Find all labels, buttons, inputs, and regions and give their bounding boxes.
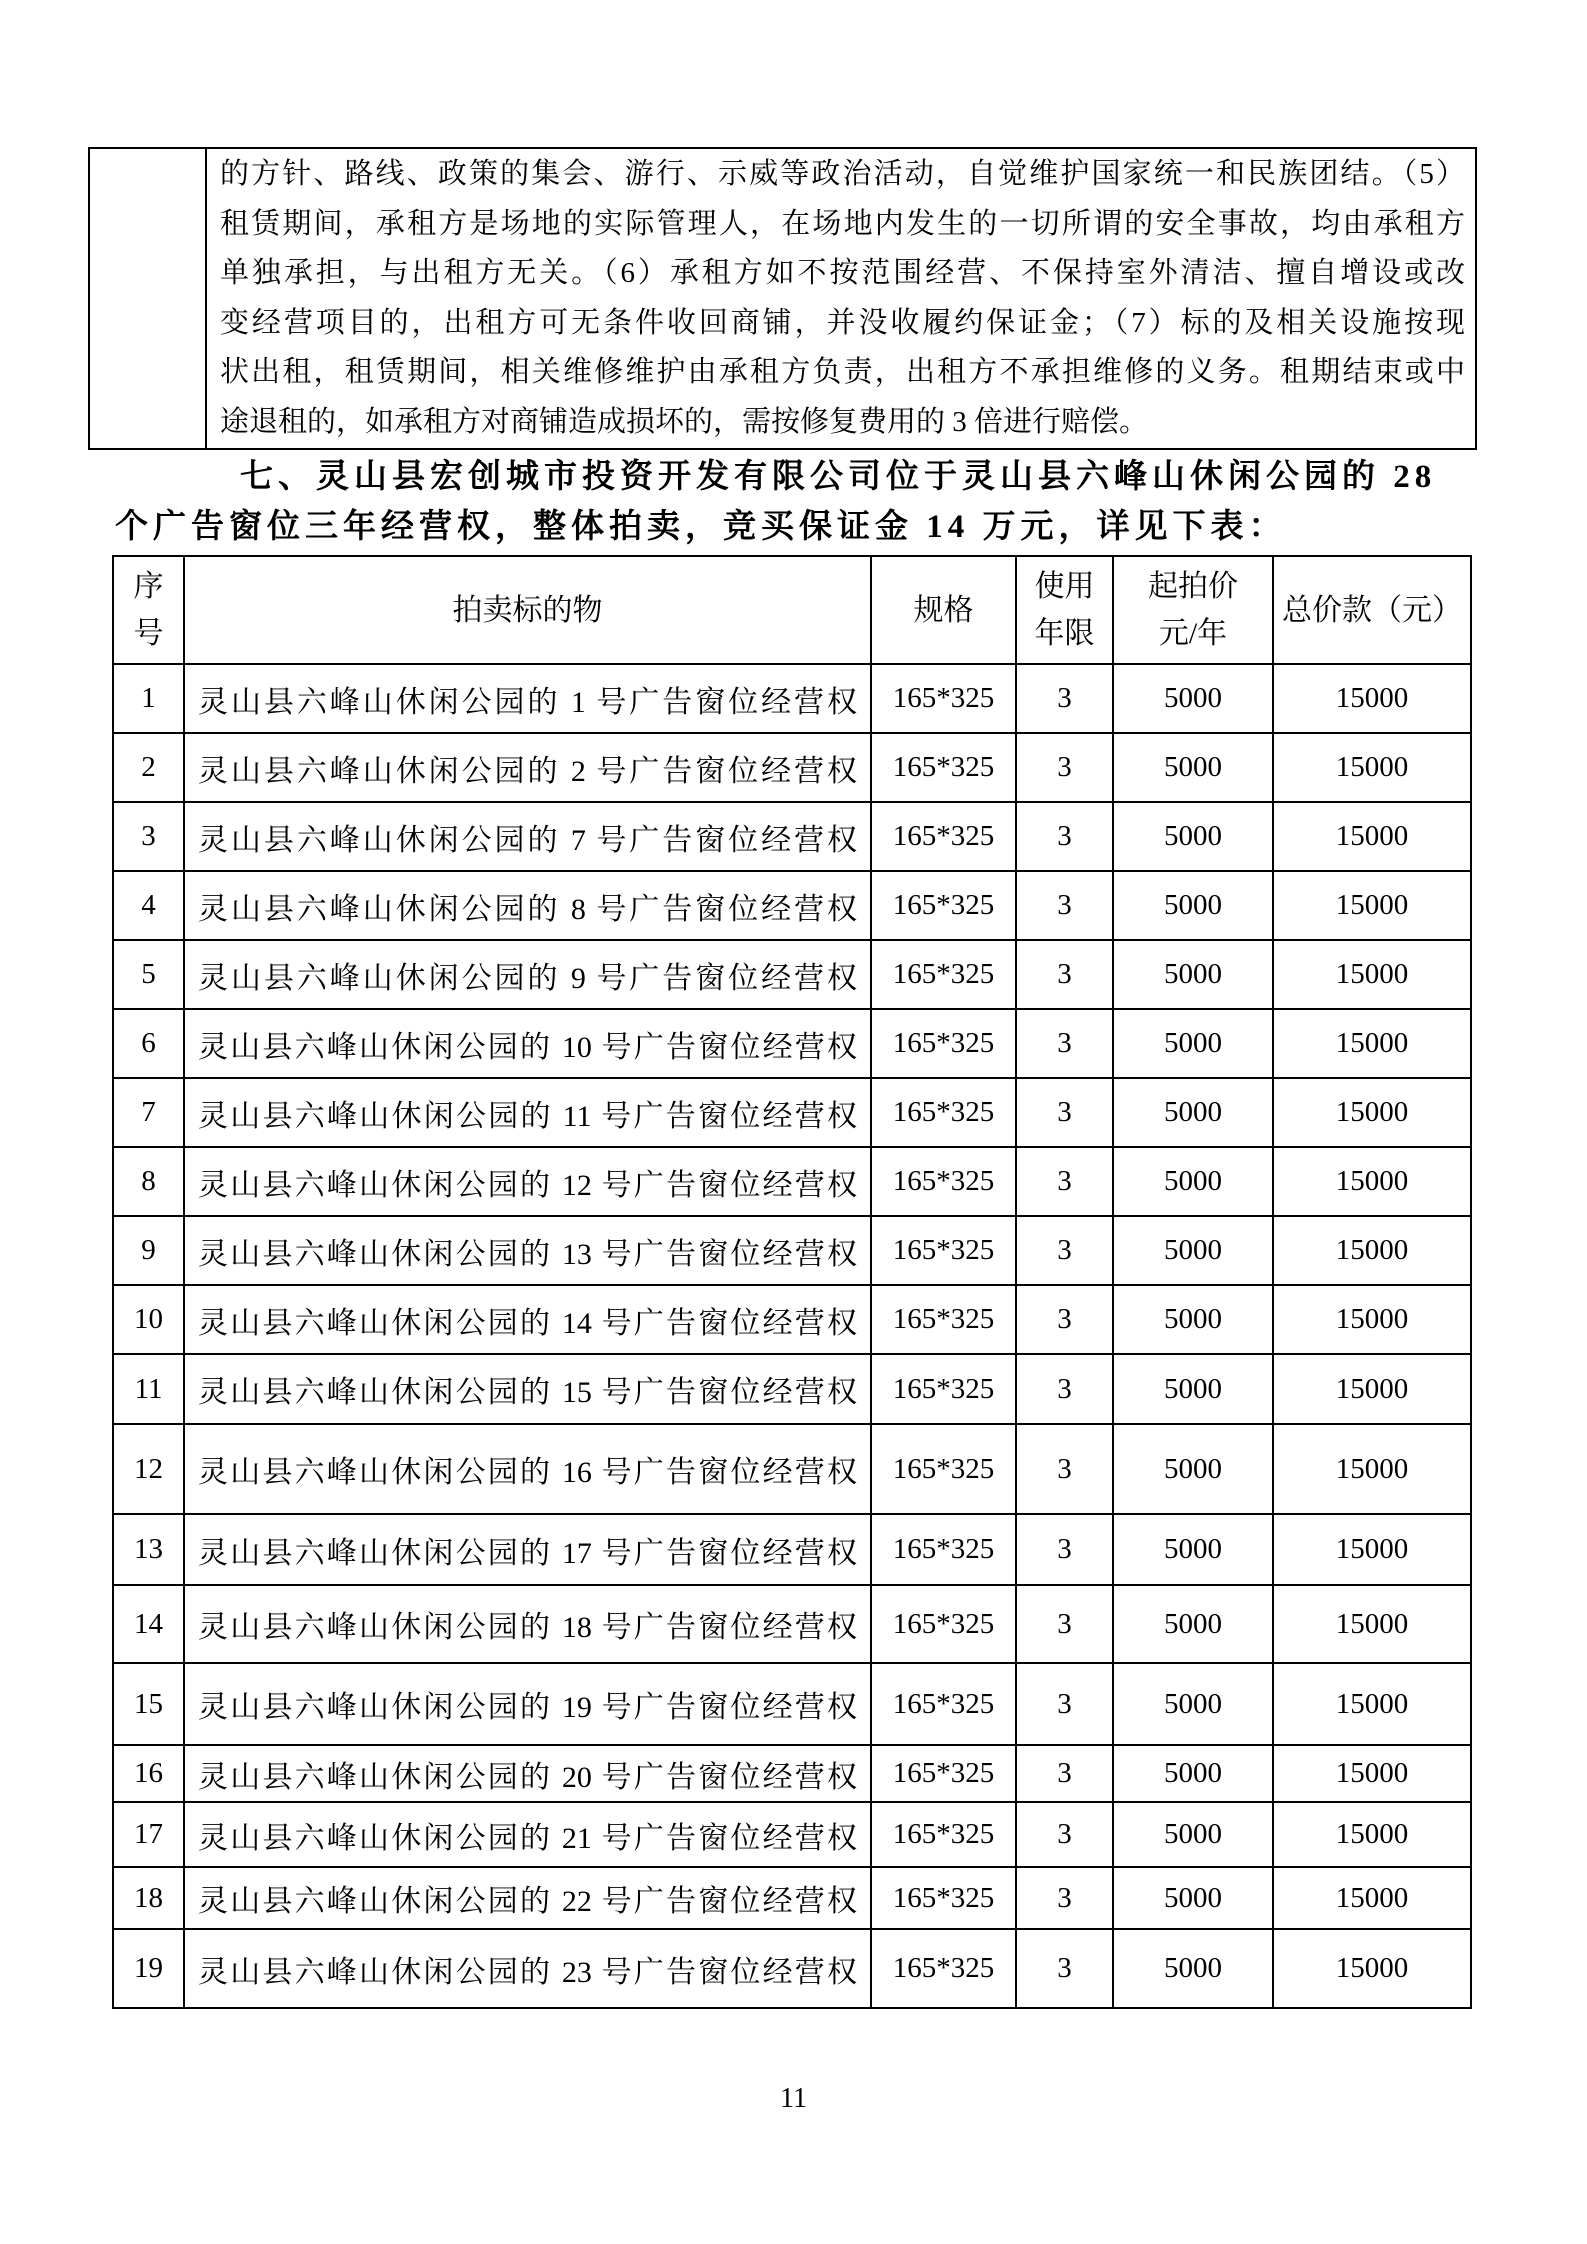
cell-item: 灵山县六峰山休闲公园的 2 号广告窗位经营权 xyxy=(184,733,871,802)
cell-start-price: 5000 xyxy=(1113,1424,1273,1514)
cell-years: 3 xyxy=(1016,1354,1113,1424)
table-row xyxy=(113,1929,1471,2008)
cell-total-price: 15000 xyxy=(1273,940,1471,1009)
cell-item: 灵山县六峰山休闲公园的 15 号广告窗位经营权 xyxy=(184,1354,871,1424)
header-cell-line: 总价款（元） xyxy=(1282,593,1462,627)
cell-total-price: 15000 xyxy=(1273,1354,1471,1424)
header-cell-years xyxy=(1016,556,1113,664)
continuation-text-cell xyxy=(207,149,1475,448)
cell-seq: 18 xyxy=(113,1867,184,1929)
table-row xyxy=(113,1514,1471,1585)
table-row xyxy=(113,1424,1471,1514)
cell-total-price: 15000 xyxy=(1273,802,1471,871)
header-cell-seq xyxy=(113,556,184,664)
cell-item: 灵山县六峰山休闲公园的 10 号广告窗位经营权 xyxy=(184,1009,871,1078)
continuation-line: 的方针、路线、政策的集会、游行、示威等政治活动，自觉维护国家统一和民族团结。（5） xyxy=(220,158,1465,190)
cell-seq: 11 xyxy=(113,1354,184,1424)
cell-total-price: 15000 xyxy=(1273,1078,1471,1147)
continuation-line: 变经营项目的，出租方可无条件收回商铺，并没收履约保证金；（7）标的及相关设施按现 xyxy=(220,306,1465,339)
cell-seq: 3 xyxy=(113,802,184,871)
header-cell-line: 序 xyxy=(133,570,164,603)
cell-start-price: 5000 xyxy=(1113,1147,1273,1216)
cell-start-price: 5000 xyxy=(1113,1216,1273,1285)
cell-start-price: 5000 xyxy=(1113,940,1273,1009)
cell-years: 3 xyxy=(1016,1745,1113,1802)
header-cell-line: 号 xyxy=(133,617,164,650)
cell-years: 3 xyxy=(1016,1929,1113,2008)
table-row xyxy=(113,1285,1471,1354)
cell-spec: 165*325 xyxy=(871,1147,1016,1216)
cell-seq: 8 xyxy=(113,1147,184,1216)
cell-start-price: 5000 xyxy=(1113,733,1273,802)
cell-seq: 4 xyxy=(113,871,184,940)
table-row xyxy=(113,1663,1471,1745)
table-row xyxy=(113,1354,1471,1424)
cell-total-price: 15000 xyxy=(1273,1929,1471,2008)
cell-start-price: 5000 xyxy=(1113,1514,1273,1585)
cell-years: 3 xyxy=(1016,1802,1113,1867)
section-heading-line-1: 七、灵山县宏创城市投资开发有限公司位于灵山县六峰山休闲公园的 28 xyxy=(240,459,1437,495)
page-number: 11 xyxy=(780,2083,807,2114)
cell-years: 3 xyxy=(1016,1216,1113,1285)
cell-seq: 13 xyxy=(113,1514,184,1585)
cell-years: 3 xyxy=(1016,871,1113,940)
cell-item: 灵山县六峰山休闲公园的 18 号广告窗位经营权 xyxy=(184,1585,871,1663)
cell-spec: 165*325 xyxy=(871,1354,1016,1424)
cell-item: 灵山县六峰山休闲公园的 1 号广告窗位经营权 xyxy=(184,664,871,733)
table-row xyxy=(113,1147,1471,1216)
cell-seq: 16 xyxy=(113,1745,184,1802)
cell-total-price: 15000 xyxy=(1273,1663,1471,1745)
cell-years: 3 xyxy=(1016,1514,1113,1585)
cell-total-price: 15000 xyxy=(1273,1514,1471,1585)
cell-spec: 165*325 xyxy=(871,1514,1016,1585)
continuation-left-cell xyxy=(90,149,207,448)
table-row xyxy=(113,1078,1471,1147)
header-cell-line: 使用 xyxy=(1034,570,1095,603)
continuation-line: 租赁期间，承租方是场地的实际管理人，在场地内发生的一切所谓的安全事故，均由承租方 xyxy=(220,207,1465,240)
auction-table-header-row xyxy=(113,556,1471,664)
cell-start-price: 5000 xyxy=(1113,1929,1273,2008)
cell-spec: 165*325 xyxy=(871,1285,1016,1354)
table-row xyxy=(113,871,1471,940)
cell-item: 灵山县六峰山休闲公园的 11 号广告窗位经营权 xyxy=(184,1078,871,1147)
cell-years: 3 xyxy=(1016,1147,1113,1216)
header-cell-spec xyxy=(871,556,1016,664)
continuation-line: 单独承担，与出租方无关。（6）承租方如不按范围经营、不保持室外清洁、擅自增设或改 xyxy=(220,257,1465,290)
cell-item: 灵山县六峰山休闲公园的 12 号广告窗位经营权 xyxy=(184,1147,871,1216)
cell-spec: 165*325 xyxy=(871,1078,1016,1147)
cell-total-price: 15000 xyxy=(1273,1802,1471,1867)
table-row xyxy=(113,1585,1471,1663)
header-cell-line: 起拍价 xyxy=(1148,570,1238,603)
cell-item: 灵山县六峰山休闲公园的 17 号广告窗位经营权 xyxy=(184,1514,871,1585)
cell-seq: 15 xyxy=(113,1663,184,1745)
cell-seq: 6 xyxy=(113,1009,184,1078)
cell-years: 3 xyxy=(1016,1009,1113,1078)
header-cell-line: 元/年 xyxy=(1158,617,1228,650)
table-row xyxy=(113,733,1471,802)
table-row xyxy=(113,1216,1471,1285)
auction-table-body xyxy=(113,664,1471,2008)
cell-years: 3 xyxy=(1016,940,1113,1009)
cell-total-price: 15000 xyxy=(1273,1216,1471,1285)
cell-item: 灵山县六峰山休闲公园的 16 号广告窗位经营权 xyxy=(184,1424,871,1514)
cell-total-price: 15000 xyxy=(1273,1424,1471,1514)
cell-item: 灵山县六峰山休闲公园的 23 号广告窗位经营权 xyxy=(184,1929,871,2008)
cell-spec: 165*325 xyxy=(871,1867,1016,1929)
cell-years: 3 xyxy=(1016,1285,1113,1354)
table-row xyxy=(113,940,1471,1009)
cell-spec: 165*325 xyxy=(871,802,1016,871)
auction-lots-table xyxy=(112,555,1472,2009)
cell-spec: 165*325 xyxy=(871,1424,1016,1514)
cell-item: 灵山县六峰山休闲公园的 8 号广告窗位经营权 xyxy=(184,871,871,940)
table-row xyxy=(113,1802,1471,1867)
cell-spec: 165*325 xyxy=(871,1663,1016,1745)
cell-seq: 5 xyxy=(113,940,184,1009)
cell-start-price: 5000 xyxy=(1113,1745,1273,1802)
table-row xyxy=(113,1009,1471,1078)
cell-spec: 165*325 xyxy=(871,871,1016,940)
cell-item: 灵山县六峰山休闲公园的 20 号广告窗位经营权 xyxy=(184,1745,871,1802)
cell-total-price: 15000 xyxy=(1273,1745,1471,1802)
cell-seq: 14 xyxy=(113,1585,184,1663)
cell-years: 3 xyxy=(1016,1078,1113,1147)
cell-start-price: 5000 xyxy=(1113,1585,1273,1663)
table-row xyxy=(113,1745,1471,1802)
cell-years: 3 xyxy=(1016,1585,1113,1663)
cell-spec: 165*325 xyxy=(871,1802,1016,1867)
cell-spec: 165*325 xyxy=(871,1216,1016,1285)
cell-years: 3 xyxy=(1016,664,1113,733)
cell-seq: 17 xyxy=(113,1802,184,1867)
continuation-line: 状出租，租赁期间，相关维修维护由承租方负责，出租方不承担维修的义务。租期结束或中 xyxy=(220,356,1465,389)
cell-total-price: 15000 xyxy=(1273,1867,1471,1929)
header-cell-line: 规格 xyxy=(913,593,974,627)
cell-item: 灵山县六峰山休闲公园的 9 号广告窗位经营权 xyxy=(184,940,871,1009)
header-cell-item xyxy=(184,556,871,664)
cell-spec: 165*325 xyxy=(871,664,1016,733)
cell-item: 灵山县六峰山休闲公园的 13 号广告窗位经营权 xyxy=(184,1216,871,1285)
cell-start-price: 5000 xyxy=(1113,802,1273,871)
cell-start-price: 5000 xyxy=(1113,871,1273,940)
cell-spec: 165*325 xyxy=(871,1929,1016,2008)
cell-start-price: 5000 xyxy=(1113,1354,1273,1424)
cell-seq: 7 xyxy=(113,1078,184,1147)
cell-item: 灵山县六峰山休闲公园的 7 号广告窗位经营权 xyxy=(184,802,871,871)
cell-spec: 165*325 xyxy=(871,940,1016,1009)
cell-start-price: 5000 xyxy=(1113,1078,1273,1147)
cell-item: 灵山县六峰山休闲公园的 14 号广告窗位经营权 xyxy=(184,1285,871,1354)
cell-total-price: 15000 xyxy=(1273,871,1471,940)
cell-total-price: 15000 xyxy=(1273,733,1471,802)
cell-total-price: 15000 xyxy=(1273,664,1471,733)
cell-start-price: 5000 xyxy=(1113,664,1273,733)
cell-spec: 165*325 xyxy=(871,1009,1016,1078)
cell-item: 灵山县六峰山休闲公园的 21 号广告窗位经营权 xyxy=(184,1802,871,1867)
cell-seq: 1 xyxy=(113,664,184,733)
cell-seq: 12 xyxy=(113,1424,184,1514)
header-cell-total-price xyxy=(1273,556,1471,664)
cell-years: 3 xyxy=(1016,802,1113,871)
cell-seq: 9 xyxy=(113,1216,184,1285)
table-row xyxy=(113,802,1471,871)
cell-years: 3 xyxy=(1016,1867,1113,1929)
cell-years: 3 xyxy=(1016,1663,1113,1745)
cell-start-price: 5000 xyxy=(1113,1663,1273,1745)
cell-total-price: 15000 xyxy=(1273,1585,1471,1663)
cell-seq: 2 xyxy=(113,733,184,802)
cell-item: 灵山县六峰山休闲公园的 19 号广告窗位经营权 xyxy=(184,1663,871,1745)
cell-spec: 165*325 xyxy=(871,1745,1016,1802)
cell-start-price: 5000 xyxy=(1113,1285,1273,1354)
table-row xyxy=(113,664,1471,733)
cell-years: 3 xyxy=(1016,1424,1113,1514)
table-row xyxy=(113,1867,1471,1929)
cell-total-price: 15000 xyxy=(1273,1147,1471,1216)
header-cell-line: 拍卖标的物 xyxy=(452,593,603,627)
header-cell-line: 年限 xyxy=(1034,617,1095,650)
continuation-table-box xyxy=(88,147,1477,450)
header-cell-start-price xyxy=(1113,556,1273,664)
cell-seq: 19 xyxy=(113,1929,184,2008)
cell-item: 灵山县六峰山休闲公园的 22 号广告窗位经营权 xyxy=(184,1867,871,1929)
cell-start-price: 5000 xyxy=(1113,1802,1273,1867)
cell-start-price: 5000 xyxy=(1113,1867,1273,1929)
cell-years: 3 xyxy=(1016,733,1113,802)
cell-spec: 165*325 xyxy=(871,733,1016,802)
cell-total-price: 15000 xyxy=(1273,1285,1471,1354)
cell-spec: 165*325 xyxy=(871,1585,1016,1663)
cell-start-price: 5000 xyxy=(1113,1009,1273,1078)
continuation-line: 途退租的，如承租方对商铺造成损坏的，需按修复费用的 3 倍进行赔偿。 xyxy=(220,405,1149,438)
cell-seq: 10 xyxy=(113,1285,184,1354)
section-heading xyxy=(88,452,1488,552)
section-heading-line-2: 个广告窗位三年经营权，整体拍卖，竞买保证金 14 万元，详见下表： xyxy=(115,509,1287,545)
cell-total-price: 15000 xyxy=(1273,1009,1471,1078)
